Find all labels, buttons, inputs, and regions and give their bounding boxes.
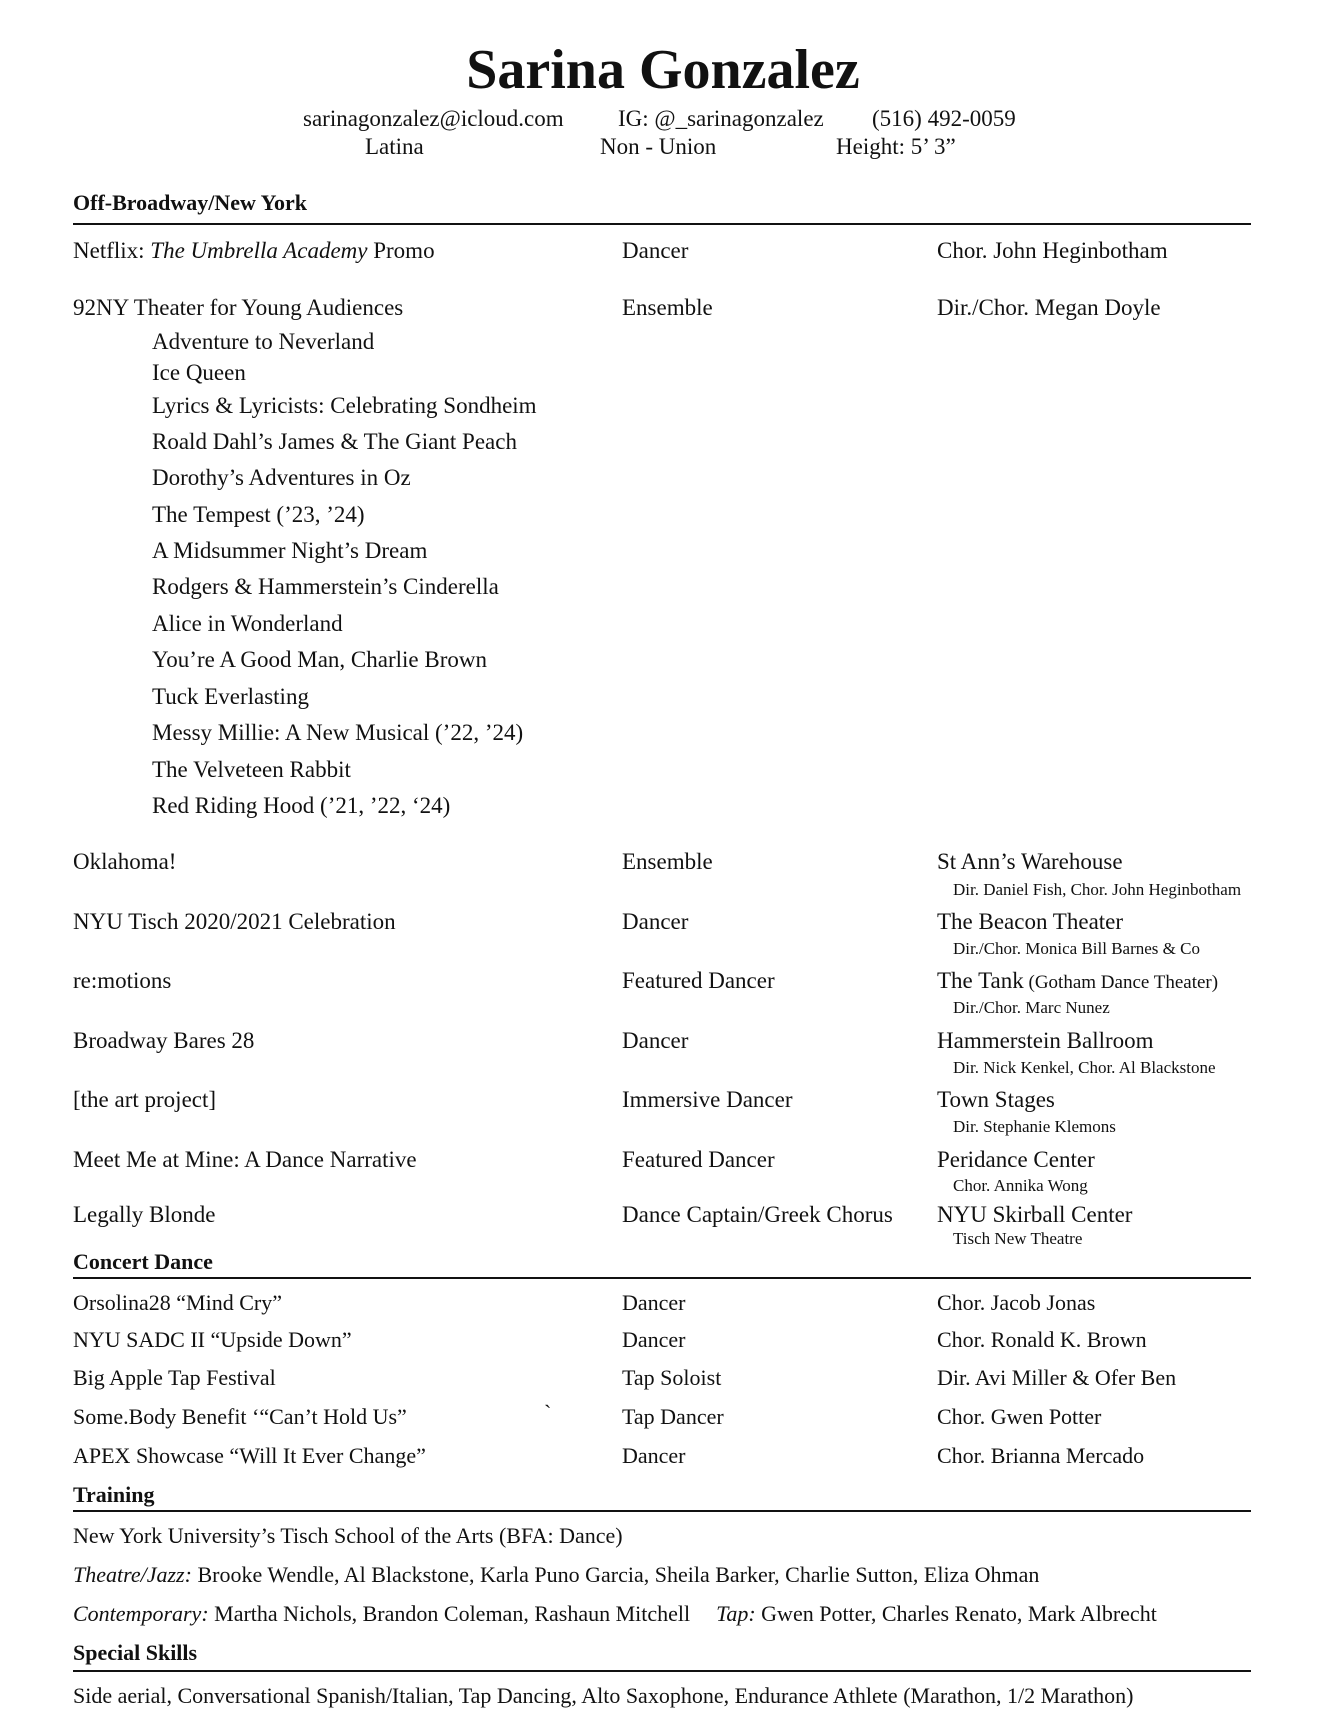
concert-title: NYU SADC II “Upside Down” bbox=[73, 1327, 352, 1352]
show-list-item: A Midsummer Night’s Dream bbox=[152, 538, 428, 563]
concert-title: Orsolina28 “Mind Cry” bbox=[73, 1290, 282, 1315]
show-list-item: Alice in Wonderland bbox=[152, 611, 343, 636]
concert-role: Dancer bbox=[622, 1327, 686, 1352]
credit-role: Dancer bbox=[622, 909, 689, 934]
credit-director: Chor. John Heginbotham bbox=[937, 238, 1168, 263]
union-status: Non - Union bbox=[600, 134, 717, 159]
section-divider bbox=[73, 1510, 1251, 1512]
training-school: New York University’s Tisch School of the Arts (BFA: Dance) bbox=[73, 1523, 623, 1548]
training-theatre-jazz: Theatre/Jazz: Brooke Wendle, Al Blackstone, Karla Puno Garcia, Sheila Barker, Charlie Sutton, Eliza Ohman bbox=[73, 1562, 1040, 1587]
credit-title: [the art project] bbox=[73, 1087, 217, 1112]
credit-subcredit: Tisch New Theatre bbox=[953, 1229, 1083, 1248]
credit-role: Featured Dancer bbox=[622, 968, 775, 993]
credit-role: Dancer bbox=[622, 238, 689, 263]
email: sarinagonzalez@icloud.com bbox=[303, 106, 564, 131]
concert-credit: Chor. Jacob Jonas bbox=[937, 1290, 1096, 1315]
section-heading-concert: Concert Dance bbox=[73, 1249, 213, 1274]
show-list-item: Roald Dahl’s James & The Giant Peach bbox=[152, 429, 517, 454]
credit-title: Broadway Bares 28 bbox=[73, 1028, 255, 1053]
credit-subcredit: Dir./Chor. Monica Bill Barnes & Co bbox=[953, 939, 1200, 958]
credit-subcredit: Dir. Stephanie Klemons bbox=[953, 1117, 1116, 1136]
concert-credit: Chor. Gwen Potter bbox=[937, 1404, 1102, 1429]
credit-title: Legally Blonde bbox=[73, 1202, 216, 1227]
concert-credit: Chor. Ronald K. Brown bbox=[937, 1327, 1147, 1352]
credit-venue: NYU Skirball Center bbox=[937, 1202, 1133, 1227]
show-list-item: Ice Queen bbox=[152, 360, 246, 385]
credit-title: Oklahoma! bbox=[73, 849, 177, 874]
credit-role: Dance Captain/Greek Chorus bbox=[622, 1202, 893, 1227]
instagram-handle: IG: @_sarinagonzalez bbox=[618, 106, 824, 131]
concert-role: Dancer bbox=[622, 1443, 686, 1468]
phone: (516) 492-0059 bbox=[872, 106, 1016, 131]
credit-role: Immersive Dancer bbox=[622, 1087, 793, 1112]
show-list-item: The Velveteen Rabbit bbox=[152, 757, 351, 782]
ethnicity: Latina bbox=[365, 134, 424, 159]
show-list-item: Tuck Everlasting bbox=[152, 684, 309, 709]
credit-venue: St Ann’s Warehouse bbox=[937, 849, 1123, 874]
show-list-item: Lyrics & Lyricists: Celebrating Sondheim bbox=[152, 393, 537, 418]
concert-role: Tap Soloist bbox=[622, 1365, 722, 1390]
concert-role: Tap Dancer bbox=[622, 1404, 724, 1429]
credit-role: Dancer bbox=[622, 1028, 689, 1053]
section-divider bbox=[73, 223, 1251, 225]
show-list-item: Dorothy’s Adventures in Oz bbox=[152, 465, 411, 490]
credit-venue: The Beacon Theater bbox=[937, 909, 1124, 934]
show-list-item: Red Riding Hood (’21, ’22, ‘24) bbox=[152, 793, 451, 818]
stray-mark: ` bbox=[544, 1400, 552, 1425]
resume-name: Sarina Gonzalez bbox=[466, 39, 860, 101]
section-divider bbox=[73, 1277, 1251, 1279]
section-heading-training: Training bbox=[73, 1482, 155, 1507]
show-list-item: Rodgers & Hammerstein’s Cinderella bbox=[152, 574, 499, 599]
height: Height: 5’ 3” bbox=[836, 134, 956, 159]
show-list-item: Messy Millie: A New Musical (’22, ’24) bbox=[152, 720, 524, 745]
credit-subcredit: Dir. Nick Kenkel, Chor. Al Blackstone bbox=[953, 1058, 1216, 1077]
credit-subcredit: Dir. Daniel Fish, Chor. John Heginbotham bbox=[953, 880, 1242, 899]
concert-credit: Dir. Avi Miller & Ofer Ben bbox=[937, 1365, 1177, 1390]
skills-text: Side aerial, Conversational Spanish/Italian, Tap Dancing, Alto Saxophone, Endurance Athlete (Marathon, 1/2 Marathon) bbox=[73, 1683, 1134, 1708]
credit-venue: Peridance Center bbox=[937, 1147, 1095, 1172]
concert-title: APEX Showcase “Will It Ever Change” bbox=[73, 1443, 426, 1468]
concert-title: Some.Body Benefit ‘“Can’t Hold Us” bbox=[73, 1404, 407, 1429]
credit-subcredit: Dir./Chor. Marc Nunez bbox=[953, 998, 1110, 1017]
credit-role: Ensemble bbox=[622, 295, 713, 320]
credit-venue: The Tank (Gotham Dance Theater) bbox=[937, 968, 1219, 993]
credit-title: re:motions bbox=[73, 968, 172, 993]
show-list-item: The Tempest (’23, ’24) bbox=[152, 502, 365, 527]
show-list-item: Adventure to Neverland bbox=[152, 329, 375, 354]
section-heading-off-broadway: Off-Broadway/New York bbox=[73, 190, 308, 215]
credit-title-netflix: Netflix: The Umbrella Academy Promo bbox=[73, 238, 435, 263]
credit-venue: Hammerstein Ballroom bbox=[937, 1028, 1154, 1053]
concert-credit: Chor. Brianna Mercado bbox=[937, 1443, 1145, 1468]
credit-role: Featured Dancer bbox=[622, 1147, 775, 1172]
credit-title-92ny: 92NY Theater for Young Audiences bbox=[73, 295, 404, 320]
credit-director: Dir./Chor. Megan Doyle bbox=[937, 295, 1161, 320]
credit-title: NYU Tisch 2020/2021 Celebration bbox=[73, 909, 396, 934]
credit-title: Meet Me at Mine: A Dance Narrative bbox=[73, 1147, 417, 1172]
section-heading-skills: Special Skills bbox=[73, 1640, 198, 1665]
credit-role: Ensemble bbox=[622, 849, 713, 874]
concert-title: Big Apple Tap Festival bbox=[73, 1365, 276, 1390]
training-contemporary-tap: Contemporary: Martha Nichols, Brandon Coleman, Rashaun Mitchell Tap: Gwen Potter, Charles Renato, Mark Albrecht bbox=[73, 1601, 1157, 1626]
show-list-item: You’re A Good Man, Charlie Brown bbox=[152, 647, 487, 672]
concert-role: Dancer bbox=[622, 1290, 686, 1315]
credit-subcredit: Chor. Annika Wong bbox=[953, 1176, 1088, 1195]
section-divider bbox=[73, 1670, 1251, 1672]
credit-venue: Town Stages bbox=[937, 1087, 1055, 1112]
